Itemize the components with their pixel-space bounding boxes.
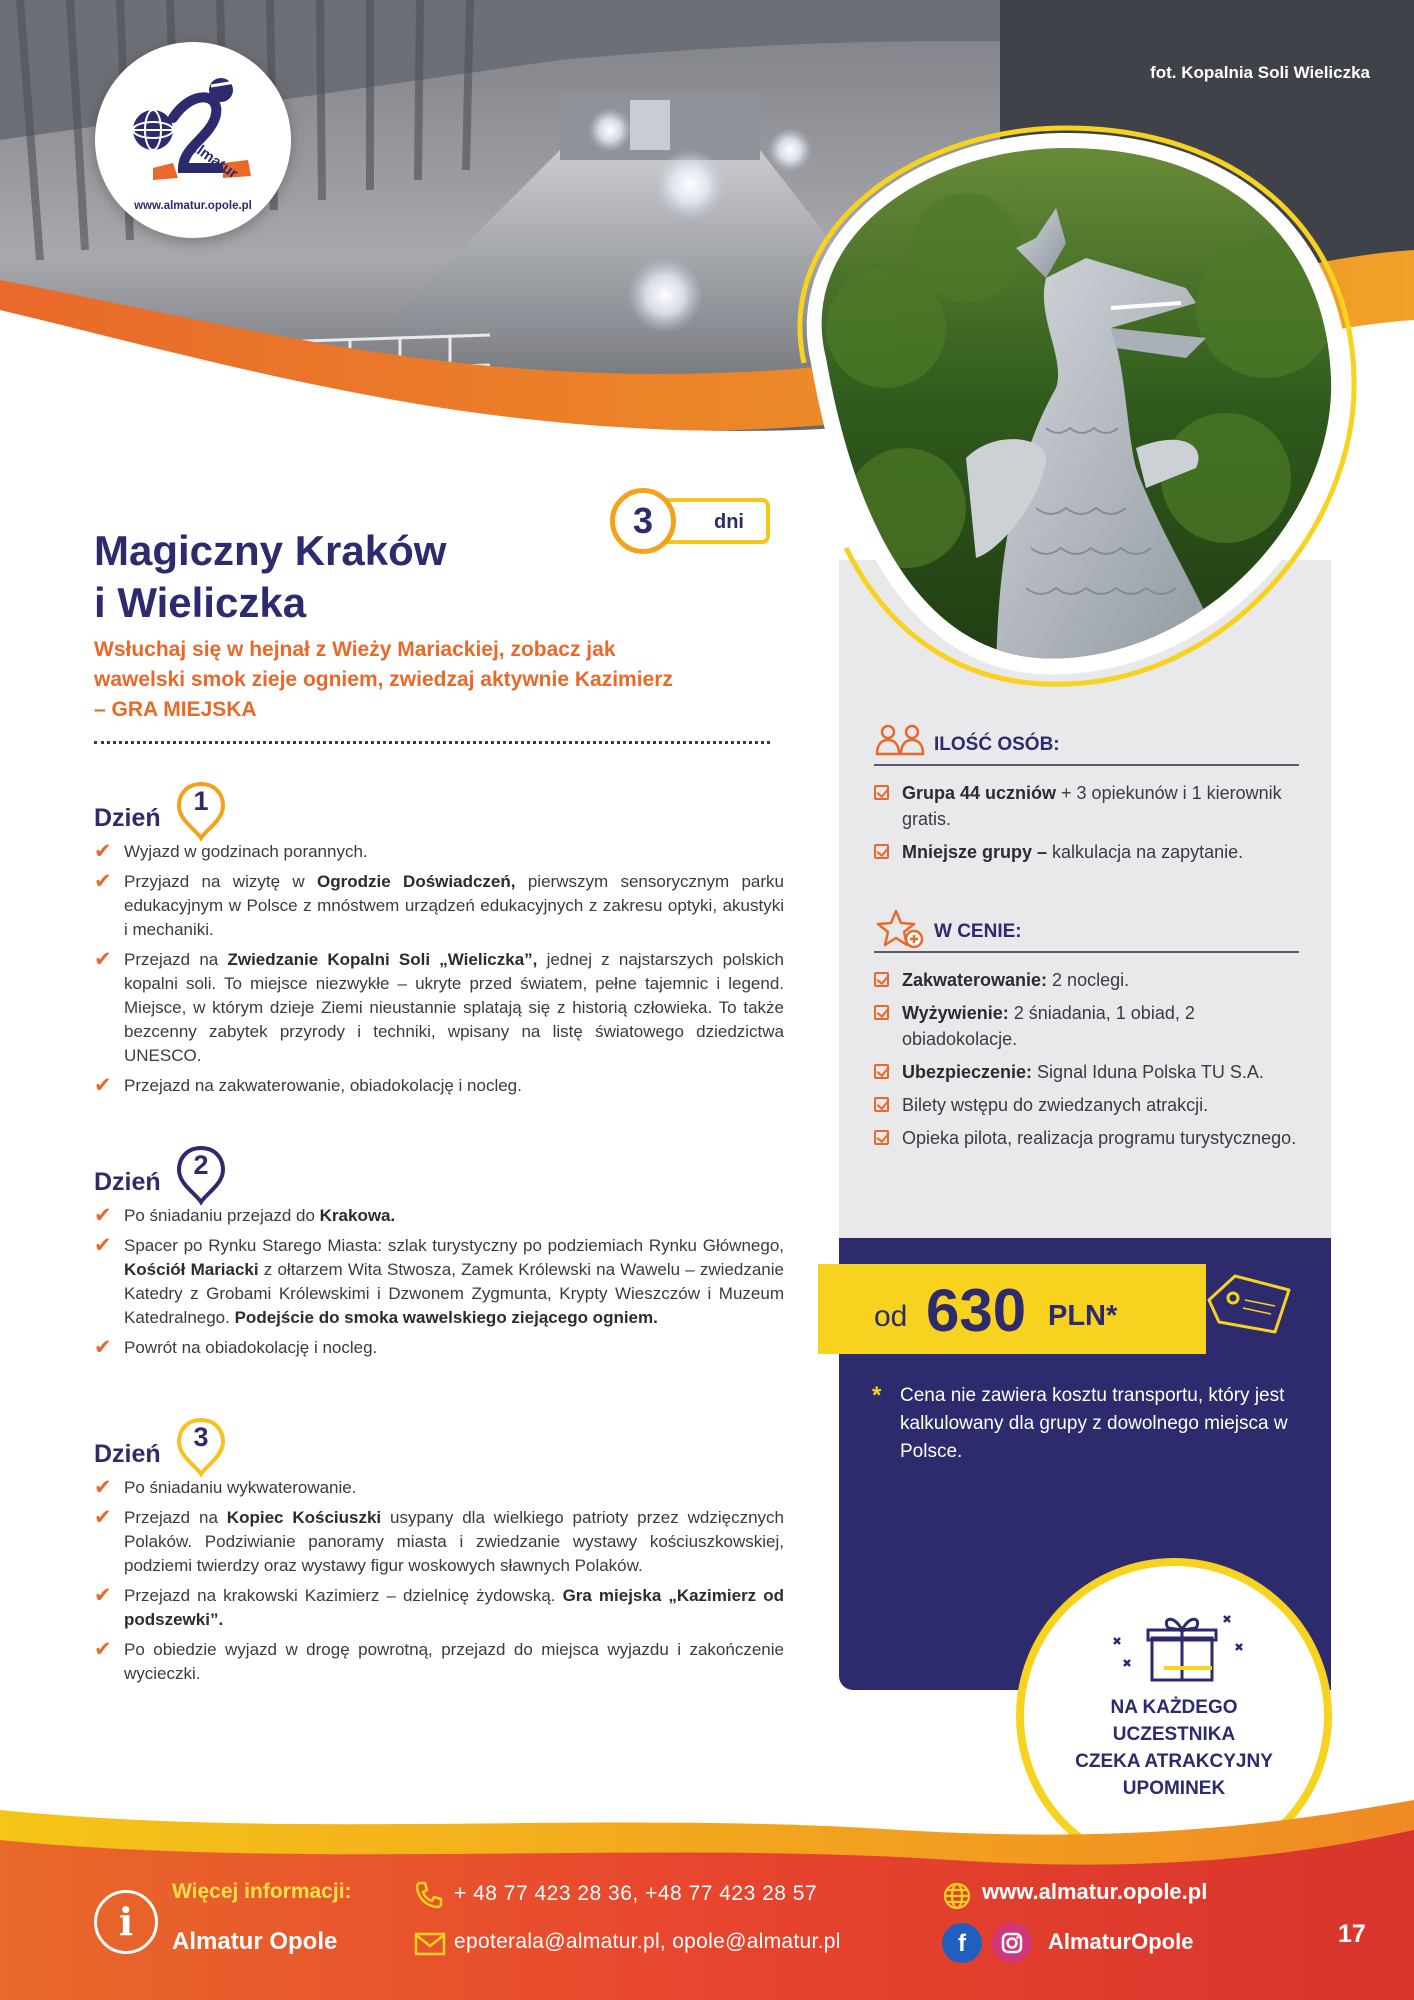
day-1-heading bbox=[94, 782, 784, 840]
phone-numbers[interactable]: + 48 77 423 28 36, +48 77 423 28 57 bbox=[454, 1882, 818, 1905]
dragon-photo bbox=[766, 128, 1356, 688]
days-number: 3 bbox=[610, 488, 676, 554]
globe-icon bbox=[942, 1881, 972, 1911]
check-icon: ✔ bbox=[94, 1234, 112, 1257]
check-icon: ✔ bbox=[94, 1584, 112, 1607]
photo-credit: fot. Kopalnia Soli Wieliczka bbox=[1150, 63, 1370, 82]
day-number: 3 bbox=[193, 1422, 209, 1452]
price-note-text: Cena nie zawiera kosztu transportu, który jest kalkulowany dla grupy z dowolnego miejsca w Polsce. bbox=[900, 1385, 1288, 1462]
list-item: Opieka pilota, realizacja programu turystycznego. bbox=[874, 1125, 1304, 1151]
checkbox-icon bbox=[874, 1064, 889, 1079]
star-badge-icon bbox=[874, 907, 928, 951]
subtitle-line-1: Wsłuchaj się w hejnał z Wieży Mariackiej, zobacz jak bbox=[94, 638, 616, 661]
page-subtitle bbox=[94, 635, 774, 725]
day-1 bbox=[94, 782, 784, 1104]
price-unit: PLN* bbox=[1048, 1300, 1118, 1332]
day-number: 1 bbox=[193, 786, 209, 816]
list-item: Ubezpieczenie: Signal Iduna Polska TU S.A. bbox=[874, 1059, 1304, 1085]
day-label: Dzień bbox=[94, 1440, 161, 1468]
included-title: W CENIE: bbox=[934, 921, 1022, 942]
list-item: ✔ Przyjazd na wizytę w Ogrodzie Doświadczeń, pierwszym sensorycznym parku edukacyjnym w Polsce z mnóstwem urządzeń edukacyjnych z zakresu optyki, akustyki i mechaniki. bbox=[94, 870, 785, 939]
price-bar bbox=[818, 1264, 1206, 1354]
price-tag-icon bbox=[1205, 1270, 1295, 1340]
check-icon: ✔ bbox=[94, 1476, 112, 1499]
day-label: Dzień bbox=[94, 804, 161, 832]
day-3-pin-icon bbox=[176, 1418, 226, 1476]
list-item: ✔ Po obiedzie wyjazd w drogę powrotną, przejazd do miejsca wyjazdu i zakończenie wycieczki. bbox=[94, 1638, 784, 1683]
list-item: ✔ Po śniadaniu przejazd do Krakowa. bbox=[94, 1204, 396, 1227]
facebook-icon[interactable]: f bbox=[942, 1923, 982, 1963]
list-item: ✔ Przejazd na krakowski Kazimierz – dzielnicę żydowską. Gra miejska „Kazimierz od podszewki”. bbox=[94, 1584, 784, 1629]
svg-text:almatur: almatur bbox=[186, 137, 241, 183]
day-1-pin-icon bbox=[176, 782, 226, 840]
email-addresses[interactable]: epoterala@almatur.pl, opole@almatur.pl bbox=[454, 1930, 841, 1953]
check-icon: ✔ bbox=[94, 1506, 112, 1529]
check-icon: ✔ bbox=[94, 870, 112, 893]
day-2-heading bbox=[94, 1146, 784, 1204]
check-icon: ✔ bbox=[94, 840, 112, 863]
day-2-list bbox=[94, 1204, 784, 1360]
social-handle[interactable]: AlmaturOpole bbox=[1048, 1929, 1194, 1954]
list-item: Bilety wstępu do zwiedzanych atrakcji. bbox=[874, 1092, 1304, 1118]
day-3-list bbox=[94, 1476, 784, 1686]
check-icon: ✔ bbox=[94, 1638, 112, 1661]
list-item: Grupa 44 uczniów + 3 opiekunów i 1 kierownik gratis. bbox=[874, 780, 1304, 832]
dotted-divider bbox=[94, 741, 770, 744]
logo-url: www.almatur.opole.pl bbox=[134, 200, 252, 212]
checkbox-icon bbox=[874, 1130, 889, 1145]
day-3 bbox=[94, 1418, 784, 1692]
instagram-icon[interactable] bbox=[992, 1923, 1032, 1963]
included-heading bbox=[874, 907, 1299, 953]
checkbox-icon bbox=[874, 972, 889, 987]
checkbox-icon bbox=[874, 1097, 889, 1112]
almatur-logo[interactable] bbox=[95, 42, 291, 238]
list-item: Mniejsze grupy – kalkulacja na zapytanie. bbox=[874, 839, 1304, 865]
day-2-pin-icon bbox=[176, 1146, 226, 1204]
list-item: ✔ Wyjazd w godzinach porannych. bbox=[94, 840, 368, 863]
check-icon: ✔ bbox=[94, 1074, 112, 1097]
checkbox-icon bbox=[874, 785, 889, 800]
day-2 bbox=[94, 1146, 784, 1366]
info-icon: i bbox=[94, 1890, 158, 1954]
website-link[interactable]: www.almatur.opole.pl bbox=[982, 1879, 1208, 1904]
list-item: ✔ Po śniadaniu wykwaterowanie. bbox=[94, 1476, 357, 1499]
days-label: dni bbox=[714, 511, 744, 533]
included-list bbox=[874, 967, 1304, 1158]
check-icon: ✔ bbox=[94, 948, 112, 971]
page-number: 17 bbox=[1338, 1920, 1366, 1948]
day-number: 2 bbox=[193, 1150, 209, 1180]
list-item: Wyżywienie: 2 śniadania, 1 obiad, 2 obiadokolacje. bbox=[874, 1000, 1304, 1052]
almatur-mascot-icon bbox=[123, 68, 263, 198]
price-from: od bbox=[874, 1300, 908, 1333]
persons-heading bbox=[874, 720, 1299, 766]
list-item: ✔ Przejazd na zakwaterowanie, obiadokolację i nocleg. bbox=[94, 1074, 522, 1097]
list-item: ✔ Powrót na obiadokolację i nocleg. bbox=[94, 1336, 378, 1359]
list-item: ✔ Przejazd na Zwiedzanie Kopalni Soli „Wieliczka”, jednej z najstarszych polskich kopalni soli. To miejsce niezwykłe – ukryte przed światem, pełne tajemnic i legend. Miejsce, w którym dzieje Ziemi nieustannie splatają się z historią człowieka. To także bezcenny zabytek przyrody i techniki, wpisany na listę światowego dziedzictwa UNESCO. bbox=[94, 948, 784, 1065]
day-3-heading bbox=[94, 1418, 784, 1476]
title-line-1: Magiczny Kraków bbox=[94, 527, 447, 574]
subtitle-line-2: wawelski smok zieje ogniem, zwiedzaj aktywnie Kazimierz bbox=[94, 668, 673, 691]
gift-icon bbox=[1104, 1608, 1254, 1688]
day-label: Dzień bbox=[94, 1168, 161, 1196]
page-title bbox=[94, 525, 714, 629]
title-line-2: i Wieliczka bbox=[94, 579, 307, 626]
list-item: Zakwaterowanie: 2 noclegi. bbox=[874, 967, 1304, 993]
price-value: 630 bbox=[926, 1277, 1027, 1344]
gift-text: NA KAŻDEGO UCZESTNIKA CZEKA ATRAKCYJNY UPOMINEK bbox=[1075, 1697, 1273, 1799]
persons-list bbox=[874, 780, 1304, 872]
more-info-label: Więcej informacji: bbox=[172, 1880, 352, 1903]
persons-title: ILOŚĆ OSÓB: bbox=[934, 734, 1060, 755]
mail-icon bbox=[414, 1932, 446, 1956]
subtitle-line-3: – GRA MIEJSKA bbox=[94, 698, 257, 721]
people-icon bbox=[874, 720, 928, 760]
list-item: ✔ Spacer po Rynku Starego Miasta: szlak turystyczny po podziemiach Rynku Głównego, Kościół Mariacki z ołtarzem Wita Stwosza, Zamek Królewski na Wawelu – zwiedzanie Katedry z Grobami Królewskimi i Dzwonem Zygmunta, Krypty Wieszczów i Muzeum Katedralnego. Podejście do smoka wawelskiego ziejącego ogniem. bbox=[94, 1234, 784, 1327]
phone-icon bbox=[414, 1880, 444, 1910]
list-item: ✔ Przejazd na Kopiec Kościuszki usypany dla wielkiego patrioty przez wdzięcznych Polaków. Podziwianie panoramy miasta i zwiedzanie wystawy kościuszkowskiej, podziemi twierdzy oraz wystawy figur woskowych sławnych Polaków. bbox=[94, 1506, 784, 1575]
check-icon: ✔ bbox=[94, 1204, 112, 1227]
day-1-list bbox=[94, 840, 784, 1098]
checkbox-icon bbox=[874, 844, 889, 859]
asterisk: * bbox=[872, 1382, 882, 1409]
checkbox-icon bbox=[874, 1005, 889, 1020]
check-icon: ✔ bbox=[94, 1336, 112, 1359]
org-name: Almatur Opole bbox=[172, 1928, 338, 1955]
